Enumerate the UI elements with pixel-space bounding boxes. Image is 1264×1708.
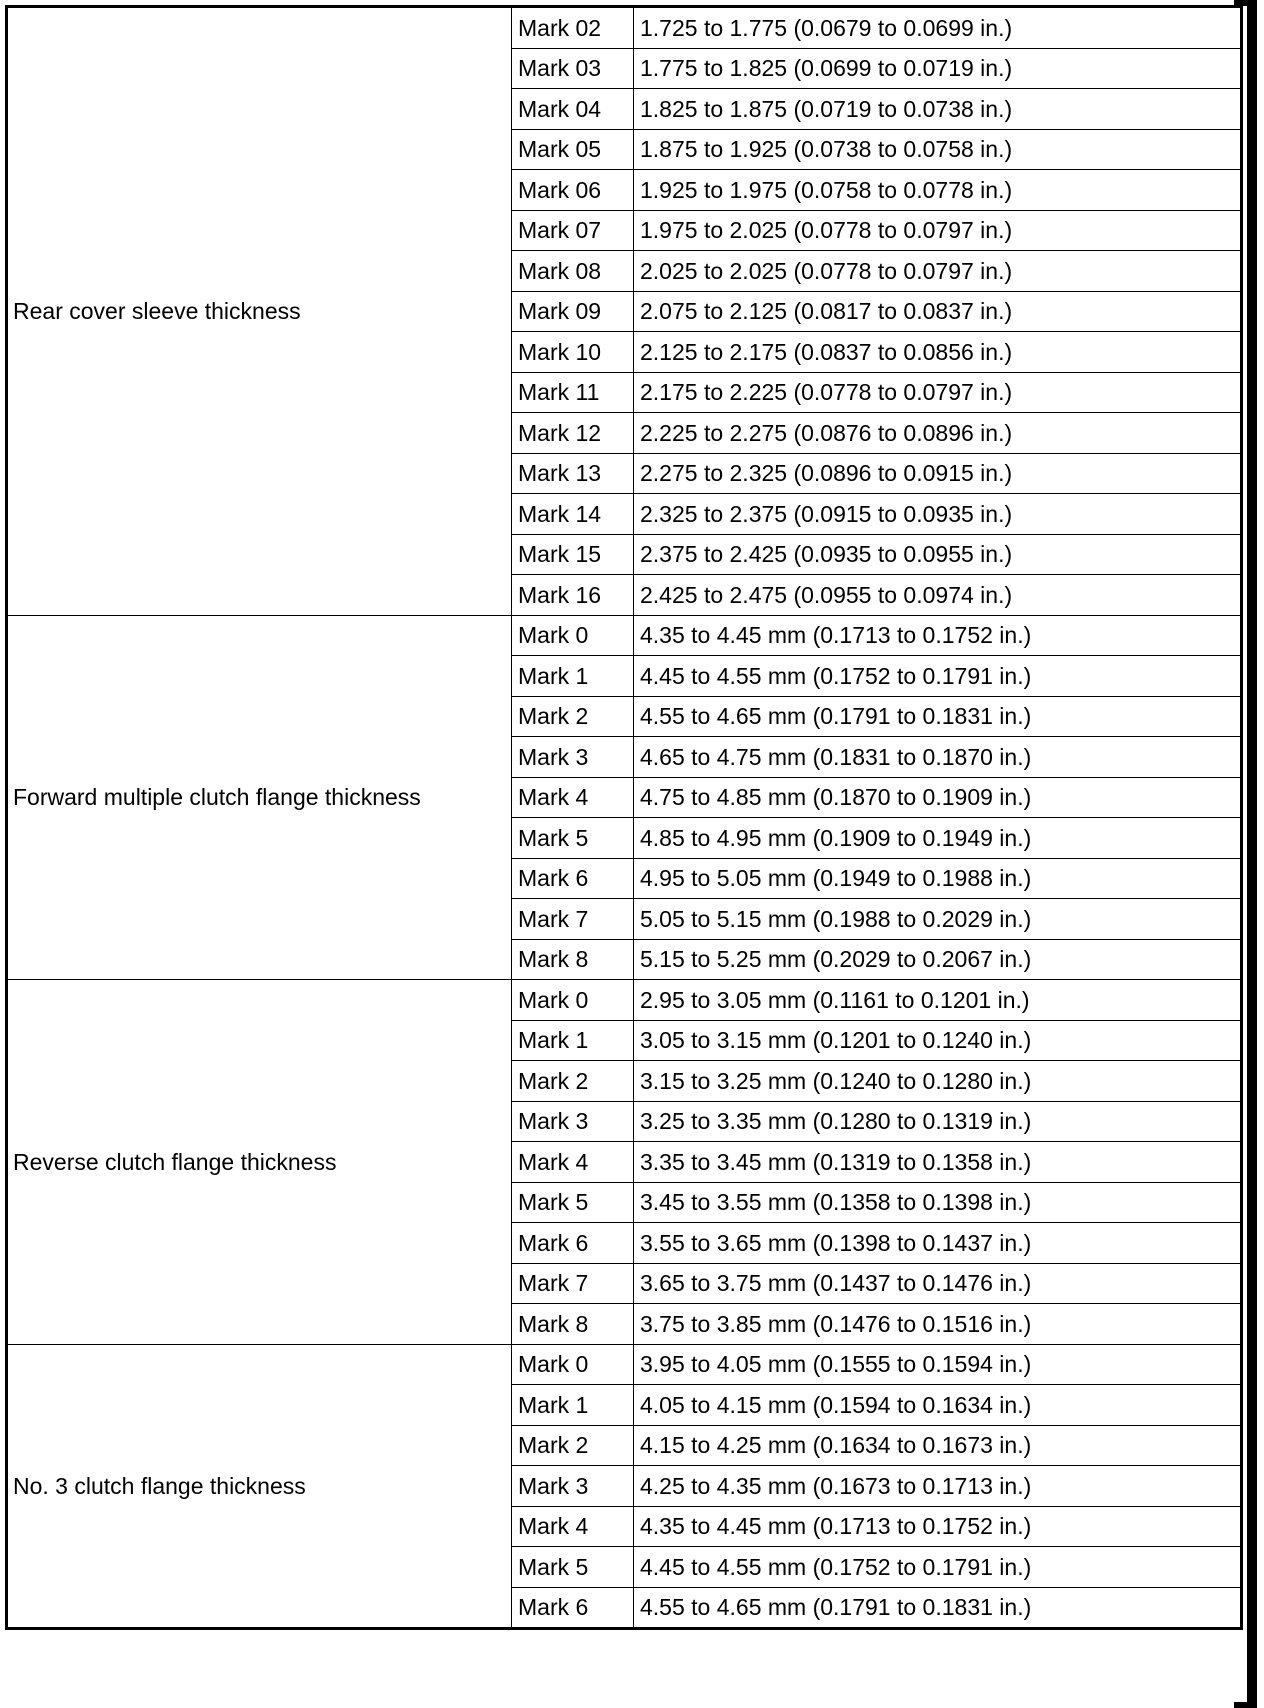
thickness-range-cell: 2.325 to 2.375 (0.0915 to 0.0935 in.) [634, 494, 1242, 535]
mark-cell: Mark 1 [512, 1020, 634, 1061]
thickness-range-cell: 5.15 to 5.25 mm (0.2029 to 0.2067 in.) [634, 939, 1242, 980]
thickness-range-cell: 4.05 to 4.15 mm (0.1594 to 0.1634 in.) [634, 1385, 1242, 1426]
thickness-range-cell: 4.25 to 4.35 mm (0.1673 to 0.1713 in.) [634, 1466, 1242, 1507]
mark-cell: Mark 0 [512, 615, 634, 656]
group-label-cell: No. 3 clutch flange thickness [7, 1344, 512, 1629]
mark-cell: Mark 8 [512, 939, 634, 980]
thickness-range-cell: 1.925 to 1.975 (0.0758 to 0.0778 in.) [634, 170, 1242, 211]
mark-cell: Mark 3 [512, 737, 634, 778]
thickness-range-cell: 2.075 to 2.125 (0.0817 to 0.0837 in.) [634, 291, 1242, 332]
thickness-range-cell: 1.825 to 1.875 (0.0719 to 0.0738 in.) [634, 89, 1242, 130]
mark-cell: Mark 1 [512, 1385, 634, 1426]
thickness-range-cell: 2.95 to 3.05 mm (0.1161 to 0.1201 in.) [634, 980, 1242, 1021]
mark-cell: Mark 03 [512, 48, 634, 89]
mark-cell: Mark 07 [512, 210, 634, 251]
mark-cell: Mark 4 [512, 777, 634, 818]
mark-cell: Mark 4 [512, 1506, 634, 1547]
thickness-range-cell: 1.875 to 1.925 (0.0738 to 0.0758 in.) [634, 129, 1242, 170]
table-row [7, 7, 1242, 49]
thickness-range-cell: 1.975 to 2.025 (0.0778 to 0.0797 in.) [634, 210, 1242, 251]
thickness-range-cell: 2.275 to 2.325 (0.0896 to 0.0915 in.) [634, 453, 1242, 494]
thickness-range-cell: 4.35 to 4.45 mm (0.1713 to 0.1752 in.) [634, 615, 1242, 656]
spec-table-body [7, 7, 1242, 1629]
thickness-range-cell: 3.35 to 3.45 mm (0.1319 to 0.1358 in.) [634, 1142, 1242, 1183]
mark-cell: Mark 13 [512, 453, 634, 494]
group-label-cell: Rear cover sleeve thickness [7, 7, 512, 616]
table-row [7, 1344, 1242, 1385]
page-edge-bar-bottom [1234, 1702, 1257, 1708]
thickness-range-cell: 5.05 to 5.15 mm (0.1988 to 0.2029 in.) [634, 899, 1242, 940]
mark-cell: Mark 10 [512, 332, 634, 373]
thickness-range-cell: 2.125 to 2.175 (0.0837 to 0.0856 in.) [634, 332, 1242, 373]
mark-cell: Mark 6 [512, 1587, 634, 1629]
thickness-range-cell: 3.15 to 3.25 mm (0.1240 to 0.1280 in.) [634, 1061, 1242, 1102]
mark-cell: Mark 4 [512, 1142, 634, 1183]
thickness-range-cell: 3.05 to 3.15 mm (0.1201 to 0.1240 in.) [634, 1020, 1242, 1061]
thickness-range-cell: 3.95 to 4.05 mm (0.1555 to 0.1594 in.) [634, 1344, 1242, 1385]
mark-cell: Mark 09 [512, 291, 634, 332]
mark-cell: Mark 6 [512, 1223, 634, 1264]
mark-cell: Mark 3 [512, 1466, 634, 1507]
group-label-cell: Forward multiple clutch flange thickness [7, 615, 512, 980]
mark-cell: Mark 1 [512, 656, 634, 697]
thickness-range-cell: 4.15 to 4.25 mm (0.1634 to 0.1673 in.) [634, 1425, 1242, 1466]
thickness-range-cell: 1.775 to 1.825 (0.0699 to 0.0719 in.) [634, 48, 1242, 89]
mark-cell: Mark 7 [512, 1263, 634, 1304]
thickness-range-cell: 4.85 to 4.95 mm (0.1909 to 0.1949 in.) [634, 818, 1242, 859]
mark-cell: Mark 5 [512, 818, 634, 859]
thickness-range-cell: 3.25 to 3.35 mm (0.1280 to 0.1319 in.) [634, 1101, 1242, 1142]
thickness-range-cell: 4.55 to 4.65 mm (0.1791 to 0.1831 in.) [634, 696, 1242, 737]
thickness-range-cell: 4.95 to 5.05 mm (0.1949 to 0.1988 in.) [634, 858, 1242, 899]
mark-cell: Mark 02 [512, 7, 634, 49]
thickness-range-cell: 2.225 to 2.275 (0.0876 to 0.0896 in.) [634, 413, 1242, 454]
thickness-range-cell: 3.45 to 3.55 mm (0.1358 to 0.1398 in.) [634, 1182, 1242, 1223]
thickness-range-cell: 1.725 to 1.775 (0.0679 to 0.0699 in.) [634, 7, 1242, 49]
thickness-range-cell: 4.65 to 4.75 mm (0.1831 to 0.1870 in.) [634, 737, 1242, 778]
mark-cell: Mark 0 [512, 1344, 634, 1385]
thickness-range-cell: 2.175 to 2.225 (0.0778 to 0.0797 in.) [634, 372, 1242, 413]
thickness-range-cell: 2.425 to 2.475 (0.0955 to 0.0974 in.) [634, 575, 1242, 616]
mark-cell: Mark 8 [512, 1304, 634, 1345]
mark-cell: Mark 06 [512, 170, 634, 211]
group-label-cell: Reverse clutch flange thickness [7, 980, 512, 1345]
mark-cell: Mark 0 [512, 980, 634, 1021]
thickness-range-cell: 2.375 to 2.425 (0.0935 to 0.0955 in.) [634, 534, 1242, 575]
page-edge-bar [1247, 0, 1257, 1708]
mark-cell: Mark 2 [512, 1425, 634, 1466]
thickness-range-cell: 4.45 to 4.55 mm (0.1752 to 0.1791 in.) [634, 1547, 1242, 1588]
thickness-range-cell: 4.35 to 4.45 mm (0.1713 to 0.1752 in.) [634, 1506, 1242, 1547]
mark-cell: Mark 5 [512, 1182, 634, 1223]
thickness-range-cell: 4.75 to 4.85 mm (0.1870 to 0.1909 in.) [634, 777, 1242, 818]
mark-cell: Mark 5 [512, 1547, 634, 1588]
table-row [7, 615, 1242, 656]
thickness-range-cell: 3.65 to 3.75 mm (0.1437 to 0.1476 in.) [634, 1263, 1242, 1304]
mark-cell: Mark 08 [512, 251, 634, 292]
thickness-range-cell: 3.55 to 3.65 mm (0.1398 to 0.1437 in.) [634, 1223, 1242, 1264]
mark-cell: Mark 7 [512, 899, 634, 940]
mark-cell: Mark 04 [512, 89, 634, 130]
mark-cell: Mark 15 [512, 534, 634, 575]
thickness-range-cell: 4.55 to 4.65 mm (0.1791 to 0.1831 in.) [634, 1587, 1242, 1629]
page-edge-bar-top [1234, 0, 1257, 6]
mark-cell: Mark 14 [512, 494, 634, 535]
mark-cell: Mark 16 [512, 575, 634, 616]
mark-cell: Mark 2 [512, 1061, 634, 1102]
mark-cell: Mark 2 [512, 696, 634, 737]
thickness-range-cell: 3.75 to 3.85 mm (0.1476 to 0.1516 in.) [634, 1304, 1242, 1345]
spec-table [5, 5, 1243, 1630]
mark-cell: Mark 6 [512, 858, 634, 899]
mark-cell: Mark 3 [512, 1101, 634, 1142]
thickness-range-cell: 2.025 to 2.025 (0.0778 to 0.0797 in.) [634, 251, 1242, 292]
mark-cell: Mark 12 [512, 413, 634, 454]
thickness-range-cell: 4.45 to 4.55 mm (0.1752 to 0.1791 in.) [634, 656, 1242, 697]
mark-cell: Mark 05 [512, 129, 634, 170]
table-row [7, 980, 1242, 1021]
mark-cell: Mark 11 [512, 372, 634, 413]
